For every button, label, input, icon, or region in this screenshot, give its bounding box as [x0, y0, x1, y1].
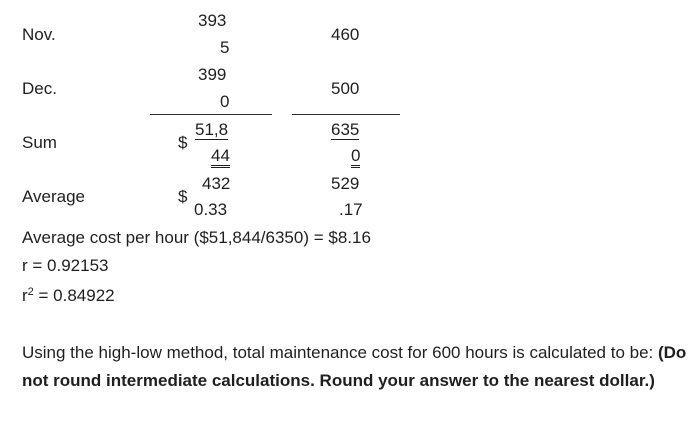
- dec-col1-line1: 399: [198, 65, 227, 84]
- row-label-dec: Dec.: [22, 79, 57, 98]
- sum-col1-line1: 51,8: [195, 120, 229, 139]
- sum-col2-line1: 635: [331, 120, 360, 139]
- average-col2-line1: 529: [331, 174, 360, 193]
- average-currency: $: [178, 187, 188, 206]
- col2-total-rule: [292, 114, 400, 115]
- col1-total-rule: [150, 114, 272, 115]
- row-label-nov: Nov.: [22, 25, 56, 44]
- average-cost-per-hour: Average cost per hour ($51,844/6350) = $8.16: [22, 228, 371, 247]
- question-paragraph: [22, 339, 692, 395]
- average-col2-line2: .17: [339, 200, 363, 219]
- nov-col1-line2: 5: [220, 38, 230, 57]
- nov-col2: 460: [331, 25, 360, 44]
- nov-col1-line1: 393: [198, 11, 227, 30]
- correlation-r: r = 0.92153: [22, 256, 109, 275]
- dec-col2: 500: [331, 79, 360, 98]
- r-squared: [22, 287, 115, 304]
- r-squared-symbol: r: [22, 286, 28, 305]
- row-label-sum: Sum: [22, 133, 57, 152]
- average-col1-line1: 432: [202, 174, 231, 193]
- question-text: Using the high-low method, total maintenance cost for 600 hours is calculated to be:: [22, 343, 658, 362]
- dec-col1-line2: 0: [220, 92, 230, 111]
- average-col1-line2: 0.33: [194, 200, 228, 219]
- r-squared-exponent: 2: [27, 286, 34, 298]
- r-squared-value: = 0.84922: [33, 286, 115, 305]
- question-instruction: (Do not round intermediate calculations. Round your answer to the nearest dollar.): [22, 343, 687, 390]
- sum-currency: $: [178, 133, 188, 152]
- row-label-average: Average: [22, 187, 86, 206]
- sum-col2-line2: 0: [351, 147, 360, 168]
- sum-col1-line2: 44: [211, 147, 230, 168]
